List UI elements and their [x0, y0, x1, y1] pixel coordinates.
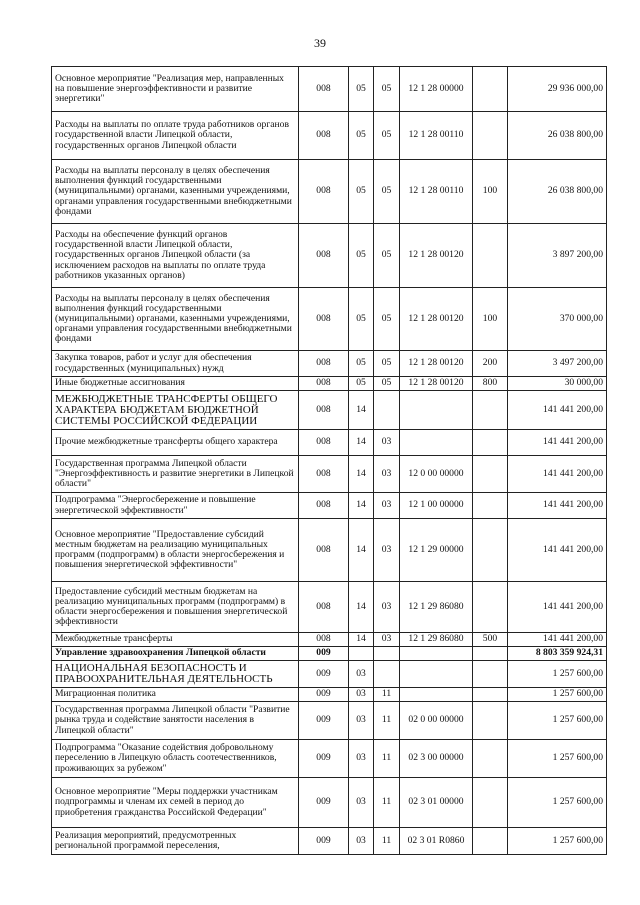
- amount: 141 441 200,00: [508, 493, 607, 519]
- subsection-code: 11: [374, 740, 400, 778]
- expense-type-code: 100: [473, 288, 508, 351]
- expense-type-code: 800: [473, 377, 508, 391]
- section-code: 05: [349, 288, 374, 351]
- ved-code: 009: [299, 828, 349, 855]
- row-name: Основное мероприятие "Предоставление субсидий местным бюджетам на реализацию муниципальных программ (подпрограмм) в области энергосбережения и повышения энергетической эффективности": [52, 519, 299, 582]
- expense-type-code: [473, 778, 508, 828]
- row-name: Управление здравоохранения Липецкой области: [52, 647, 299, 661]
- table-row: [52, 493, 607, 519]
- page-number: 39: [314, 36, 326, 50]
- section-code: 03: [349, 688, 374, 702]
- table-row: [52, 430, 607, 456]
- expense-type-code: [473, 112, 508, 160]
- ved-code: 009: [299, 661, 349, 688]
- subsection-code: 03: [374, 633, 400, 647]
- amount: 26 038 800,00: [508, 160, 607, 224]
- ved-code: 009: [299, 740, 349, 778]
- table-row: [52, 224, 607, 288]
- subsection-code: 03: [374, 430, 400, 456]
- ved-code: 008: [299, 582, 349, 633]
- amount: 29 936 000,00: [508, 67, 607, 112]
- ved-code: 008: [299, 112, 349, 160]
- subsection-code: 05: [374, 351, 400, 377]
- subsection-code: 03: [374, 493, 400, 519]
- subsection-code: 05: [374, 377, 400, 391]
- table-row: [52, 828, 607, 855]
- target-article-code: 12 1 29 00000: [400, 519, 473, 582]
- amount: 141 441 200,00: [508, 582, 607, 633]
- table-row: [52, 519, 607, 582]
- row-name: Закупка товаров, работ и услуг для обеспечения государственных (муниципальных) нужд: [52, 351, 299, 377]
- row-name: Прочие межбюджетные трансферты общего характера: [52, 430, 299, 456]
- subsection-code: [374, 647, 400, 661]
- section-code: 05: [349, 112, 374, 160]
- target-article-code: 12 0 00 00000: [400, 456, 473, 493]
- section-code: 05: [349, 67, 374, 112]
- row-name: Межбюджетные трансферты: [52, 633, 299, 647]
- subsection-code: 05: [374, 288, 400, 351]
- target-article-code: 02 3 01 00000: [400, 778, 473, 828]
- row-name: Расходы на выплаты по оплате труда работников органов государственной власти Липецкой области, государственных органов Липецкой области: [52, 112, 299, 160]
- target-article-code: 12 1 28 00110: [400, 160, 473, 224]
- ved-code: 008: [299, 351, 349, 377]
- target-article-code: 12 1 28 00120: [400, 224, 473, 288]
- expense-type-code: [473, 67, 508, 112]
- row-name: Государственная программа Липецкой области "Развитие рынка труда и содействие занятости населения в Липецкой области": [52, 702, 299, 740]
- row-name: Основное мероприятие "Меры поддержки участникам подпрограммы и членам их семей в период до приобретения гражданства Российской Федерации": [52, 778, 299, 828]
- expense-type-code: [473, 456, 508, 493]
- amount: 141 441 200,00: [508, 519, 607, 582]
- ved-code: 008: [299, 493, 349, 519]
- ved-code: 009: [299, 702, 349, 740]
- amount: 1 257 600,00: [508, 661, 607, 688]
- target-article-code: [400, 661, 473, 688]
- section-code: 05: [349, 224, 374, 288]
- amount: 3 497 200,00: [508, 351, 607, 377]
- table-row: [52, 67, 607, 112]
- ved-code: 008: [299, 633, 349, 647]
- target-article-code: 12 1 29 86080: [400, 582, 473, 633]
- amount: 141 441 200,00: [508, 430, 607, 456]
- section-code: 14: [349, 456, 374, 493]
- expense-type-code: 100: [473, 160, 508, 224]
- section-code: 14: [349, 519, 374, 582]
- expense-type-code: 500: [473, 633, 508, 647]
- section-code: 14: [349, 493, 374, 519]
- subsection-code: 03: [374, 519, 400, 582]
- section-code: 14: [349, 430, 374, 456]
- row-name: НАЦИОНАЛЬНАЯ БЕЗОПАСНОСТЬ И ПРАВООХРАНИТЕЛЬНАЯ ДЕЯТЕЛЬНОСТЬ: [52, 661, 299, 688]
- expense-type-code: [473, 702, 508, 740]
- table-row: [52, 288, 607, 351]
- subsection-code: 03: [374, 456, 400, 493]
- section-code: 03: [349, 828, 374, 855]
- section-code: 03: [349, 702, 374, 740]
- ved-code: 009: [299, 688, 349, 702]
- section-code: 03: [349, 778, 374, 828]
- table-row: [52, 702, 607, 740]
- subsection-code: 11: [374, 778, 400, 828]
- row-name: МЕЖБЮДЖЕТНЫЕ ТРАНСФЕРТЫ ОБЩЕГО ХАРАКТЕРА БЮДЖЕТАМ БЮДЖЕТНОЙ СИСТЕМЫ РОССИЙСКОЙ ФЕДЕРАЦИИ: [52, 391, 299, 430]
- subsection-code: 05: [374, 160, 400, 224]
- ved-code: 008: [299, 391, 349, 430]
- amount: 1 257 600,00: [508, 688, 607, 702]
- table-row: [52, 377, 607, 391]
- ved-code: 008: [299, 377, 349, 391]
- expense-type-code: [473, 224, 508, 288]
- subsection-code: 11: [374, 702, 400, 740]
- table-row: [52, 778, 607, 828]
- amount: 1 257 600,00: [508, 702, 607, 740]
- row-name: Расходы на выплаты персоналу в целях обеспечения выполнения функций государственными (муниципальными) органами, казенными учреждениями, органами управления государственными внебюджетными фондами: [52, 160, 299, 224]
- expense-type-code: [473, 661, 508, 688]
- row-name: Реализация мероприятий, предусмотренных региональной программой переселения,: [52, 828, 299, 855]
- amount: 8 803 359 924,31: [508, 647, 607, 661]
- ved-code: 008: [299, 288, 349, 351]
- section-code: 14: [349, 391, 374, 430]
- amount: 26 038 800,00: [508, 112, 607, 160]
- section-code: 14: [349, 582, 374, 633]
- table-row: [52, 688, 607, 702]
- ved-code: 008: [299, 456, 349, 493]
- expense-type-code: [473, 647, 508, 661]
- target-article-code: [400, 647, 473, 661]
- subsection-code: [374, 661, 400, 688]
- row-name: Расходы на обеспечение функций органов государственной власти Липецкой области, государственных органов Липецкой области (за исключением расходов на выплаты по оплате труда работников указанных органов): [52, 224, 299, 288]
- amount: 30 000,00: [508, 377, 607, 391]
- target-article-code: 12 1 28 00120: [400, 288, 473, 351]
- row-name: Иные бюджетные ассигнования: [52, 377, 299, 391]
- row-name: Подпрограмма "Энергосбережение и повышение энергетической эффективности": [52, 493, 299, 519]
- row-name: Подпрограмма "Оказание содействия добровольному переселению в Липецкую область соотечественников, проживающих за рубежом": [52, 740, 299, 778]
- expense-type-code: [473, 582, 508, 633]
- target-article-code: 02 3 00 00000: [400, 740, 473, 778]
- target-article-code: [400, 391, 473, 430]
- target-article-code: 02 3 01 R0860: [400, 828, 473, 855]
- target-article-code: 02 0 00 00000: [400, 702, 473, 740]
- expense-type-code: [473, 391, 508, 430]
- ved-code: 008: [299, 224, 349, 288]
- amount: 141 441 200,00: [508, 391, 607, 430]
- section-code: 05: [349, 377, 374, 391]
- ved-code: 008: [299, 67, 349, 112]
- section-code: 05: [349, 160, 374, 224]
- table-row: [52, 647, 607, 661]
- target-article-code: 12 1 28 00120: [400, 351, 473, 377]
- target-article-code: [400, 688, 473, 702]
- ved-code: 009: [299, 647, 349, 661]
- target-article-code: 12 1 29 86080: [400, 633, 473, 647]
- table-row: [52, 112, 607, 160]
- expense-type-code: [473, 828, 508, 855]
- amount: 141 441 200,00: [508, 633, 607, 647]
- subsection-code: 11: [374, 688, 400, 702]
- ved-code: 009: [299, 778, 349, 828]
- target-article-code: 12 1 28 00120: [400, 377, 473, 391]
- expense-type-code: [473, 493, 508, 519]
- subsection-code: [374, 391, 400, 430]
- expense-type-code: [473, 740, 508, 778]
- amount: 1 257 600,00: [508, 740, 607, 778]
- subsection-code: 05: [374, 224, 400, 288]
- section-code: [349, 647, 374, 661]
- subsection-code: 03: [374, 582, 400, 633]
- ved-code: 008: [299, 519, 349, 582]
- table-row: [52, 160, 607, 224]
- row-name: Основное мероприятие "Реализация мер, направленных на повышение энергоэффективности и развитие энергетики": [52, 67, 299, 112]
- target-article-code: 12 1 00 00000: [400, 493, 473, 519]
- subsection-code: 11: [374, 828, 400, 855]
- expense-type-code: [473, 688, 508, 702]
- ved-code: 008: [299, 430, 349, 456]
- section-code: 05: [349, 351, 374, 377]
- subsection-code: 05: [374, 112, 400, 160]
- amount: 3 897 200,00: [508, 224, 607, 288]
- table-row: [52, 582, 607, 633]
- amount: 370 000,00: [508, 288, 607, 351]
- expense-type-code: [473, 519, 508, 582]
- subsection-code: 05: [374, 67, 400, 112]
- row-name: Миграционная политика: [52, 688, 299, 702]
- table-row: [52, 351, 607, 377]
- ved-code: 008: [299, 160, 349, 224]
- table-row: [52, 633, 607, 647]
- row-name: Расходы на выплаты персоналу в целях обеспечения выполнения функций государственными (муниципальными) органами, казенными учреждениями, органами управления государственными внебюджетными фондами: [52, 288, 299, 351]
- expense-type-code: 200: [473, 351, 508, 377]
- table-row: [52, 740, 607, 778]
- amount: 141 441 200,00: [508, 456, 607, 493]
- table-row: [52, 456, 607, 493]
- row-name: Предоставление субсидий местным бюджетам на реализацию муниципальных программ (подпрограмм) в области энергосбережения и повышения энергетической эффективности: [52, 582, 299, 633]
- budget-table: [51, 66, 607, 855]
- table-row: [52, 391, 607, 430]
- section-code: 14: [349, 633, 374, 647]
- expense-type-code: [473, 430, 508, 456]
- row-name: Государственная программа Липецкой области "Энергоэффективность и развитие энергетики в Липецкой области": [52, 456, 299, 493]
- target-article-code: [400, 430, 473, 456]
- section-code: 03: [349, 661, 374, 688]
- amount: 1 257 600,00: [508, 778, 607, 828]
- target-article-code: 12 1 28 00000: [400, 67, 473, 112]
- target-article-code: 12 1 28 00110: [400, 112, 473, 160]
- amount: 1 257 600,00: [508, 828, 607, 855]
- table-row: [52, 661, 607, 688]
- section-code: 03: [349, 740, 374, 778]
